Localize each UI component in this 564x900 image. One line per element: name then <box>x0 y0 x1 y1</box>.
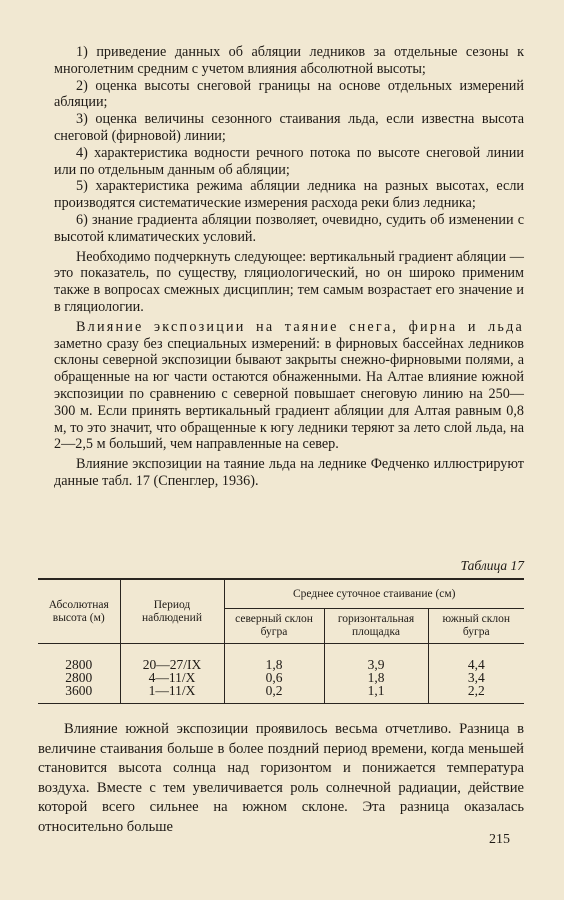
cell-flat: 3,9 <box>324 644 428 672</box>
cell-south: 2,2 <box>428 684 524 704</box>
list-item-4: 4) характеристика водности речного потока по высоте снеговой линии или по отдельным данным об абляции; <box>54 144 524 178</box>
cell-north: 0,6 <box>224 671 324 684</box>
cell-north: 0,2 <box>224 684 324 704</box>
cell-period: 4—11/X <box>120 671 224 684</box>
list-item-6: 6) знание градиента абляции позволяет, очевидно, судить об изменении с высотой климатических условий. <box>54 211 524 245</box>
list-item-1: 1) приведение данных об абляции ледников за отдельные сезоны к многолетним средним с учетом влияния абсолютной высоты; <box>54 44 524 77</box>
cell-flat: 1,8 <box>324 671 428 684</box>
header-horizontal-area: горизонтальная площадка <box>324 609 428 644</box>
cell-south: 3,4 <box>467 670 485 685</box>
table-caption: Таблица 17 <box>460 558 524 573</box>
cell-period: 1—11/X <box>120 684 224 704</box>
list-item-5: 5) характеристика режима абляции ледника на разных высотах, если производятся систематические измерения расхода реки близ ледника; <box>54 178 524 212</box>
exposure-paragraph <box>54 319 524 453</box>
header-north-slope: северный склон бугра <box>224 609 324 644</box>
list-item-3: 3) оценка величины сезонного стаивания льда, если известна высота снеговой (фирновой) линии; <box>54 111 524 144</box>
exposure-paragraph-rest: заметно сразу без специальных измерений: в фирновых бассейнах ледников склоны северной экспозиции бывают закрыты снежно-фирновыми полями, а обращенные на юг части остаются обнаженными. На Алтае влияние южной экспозиции по сравнению с северной повышает снеговую линию на 250—300 м. Если принять вертикальный градиент абляции для Алтая равным 0,8 м, то это значит, что обращенные к югу ледники теряют за лето слой льда, на 2—2,5 м больший, чем направленные на север. <box>54 335 524 453</box>
table-intro-paragraph: Влияние экспозиции на таяние льда на леднике Федченко иллюстрируют данные табл. 17 (Спенглер, 1936). <box>54 456 524 489</box>
cell-north: 1,8 <box>224 644 324 672</box>
table-row <box>38 684 524 704</box>
cell-altitude: 3600 <box>38 684 120 704</box>
header-daily-melt-group: Среднее суточное стаивание (см) <box>224 579 524 609</box>
header-period: Период наблюдений <box>120 579 224 644</box>
main-text-block <box>54 44 524 490</box>
exposure-paragraph-lead: Влияние экспозиции на таяние снега, фирна и льда <box>76 318 524 335</box>
closing-paragraph: Влияние южной экспозиции проявилось весьма отчетливо. Разница в величине стаивания больше в более поздний период времени, когда меньшей становится высота солнца над горизонтом и понижается температура воздуха. Вместе с тем увеличивается роль солнечной радиации, действие которой всего сильнее на южном склоне. Эта разница оказалась относительно больше <box>38 721 524 835</box>
header-south-slope: южный склон бугра <box>428 609 524 644</box>
cell-altitude: 2800 <box>38 671 120 684</box>
table-row <box>38 644 524 672</box>
cell-period: 20—27/IX <box>120 644 224 672</box>
list-item-2: 2) оценка высоты снеговой границы на основе отдельных измерений абляции; <box>54 77 524 111</box>
ablation-table <box>38 578 524 704</box>
header-altitude: Абсолютная высота (м) <box>38 579 120 644</box>
gradient-paragraph: Необходимо подчеркнуть следующее: вертикальный градиент абляции — это показатель, по существу, гляциологический, но он широко применим также в вопросах смежных дисциплин; тем самым возрастает его значение и в гляциологии. <box>54 248 524 315</box>
cell-flat: 1,1 <box>324 684 428 704</box>
page-number: 215 <box>489 832 510 847</box>
cell-altitude: 2800 <box>38 644 120 672</box>
cell-south: 4,4 <box>467 657 485 672</box>
closing-text-block <box>38 720 524 837</box>
